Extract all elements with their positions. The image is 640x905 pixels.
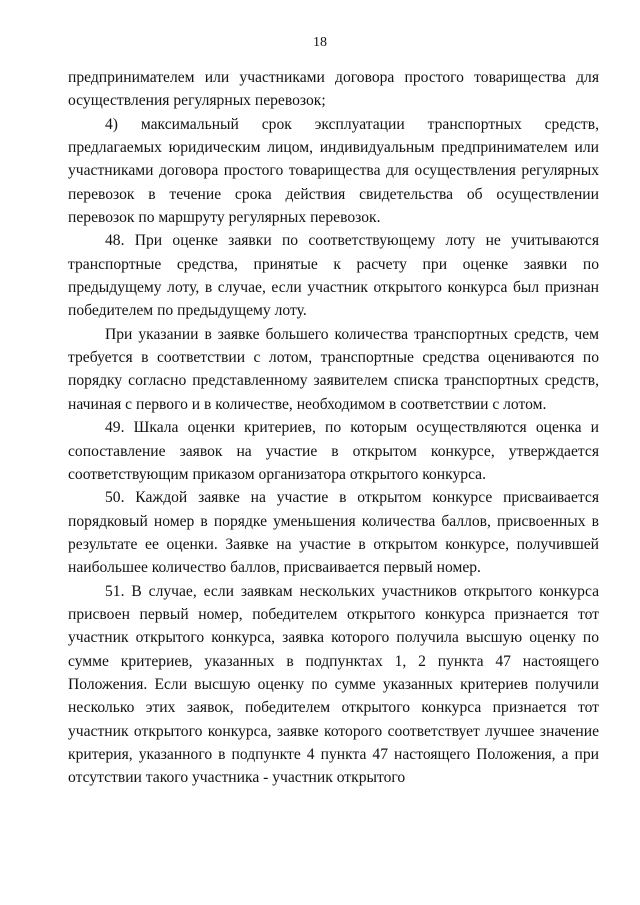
paragraph-48-continued: При указании в заявке большего количества транспортных средств, чем требуется в соответствии с лотом, транспортные средства оцениваются по порядку согласно представленному заявителем списка транспортных средств, начиная с первого и в количестве, необходимом в соответствии с лотом. xyxy=(68,325,599,413)
paragraph-49: 49. Шкала оценки критериев, по которым осуществляются оценка и сопоставление заявок на участие в открытом конкурсе, утверждается соответствующим приказом организатора открытого конкурса. xyxy=(68,419,599,483)
page-number: 18 xyxy=(313,35,327,50)
paragraph-continuation: предпринимателем или участниками договора простого товарищества для осуществления регулярных перевозок; xyxy=(68,69,599,110)
paragraph-48: 48. При оценке заявки по соответствующему лоту не учитываются транспортные средства, принятые к расчету при оценке заявки по предыдущему лоту, в случае, если участник открытого конкурса был признан победителем по предыдущему лоту. xyxy=(68,232,599,320)
paragraph-item-4: 4) максимальный срок эксплуатации транспортных средств, предлагаемых юридическим лицом, индивидуальным предпринимателем или участниками договора простого товарищества для осуществления регулярных перевозок в течение срока действия свидетельства об осуществлении перевозок по маршруту регулярных перевозок. xyxy=(68,115,599,227)
document-body xyxy=(68,66,599,790)
paragraph-51: 51. В случае, если заявкам нескольких участников открытого конкурса присвоен первый номер, победителем открытого конкурса признается тот участник открытого конкурса, заявка которого получила высшую оценку по сумме критериев, указанных в подпунктах 1, 2 пункта 47 настоящего Положения. Если высшую оценку по сумме указанных критериев получили несколько этих заявок, победителем открытого конкурса признается тот участник открытого конкурса, заявке которого соответствует лучшее значение критерия, указанного в подпункте 4 пункта 47 настоящего Положения, а при отсутствии такого участника - участник открытого xyxy=(68,582,599,787)
paragraph-50: 50. Каждой заявке на участие в открытом конкурсе присваивается порядковый номер в порядке уменьшения количества баллов, присвоенных в результате ее оценки. Заявке на участие в открытом конкурсе, получившей наибольшее количество баллов, присваивается первый номер. xyxy=(68,489,599,577)
